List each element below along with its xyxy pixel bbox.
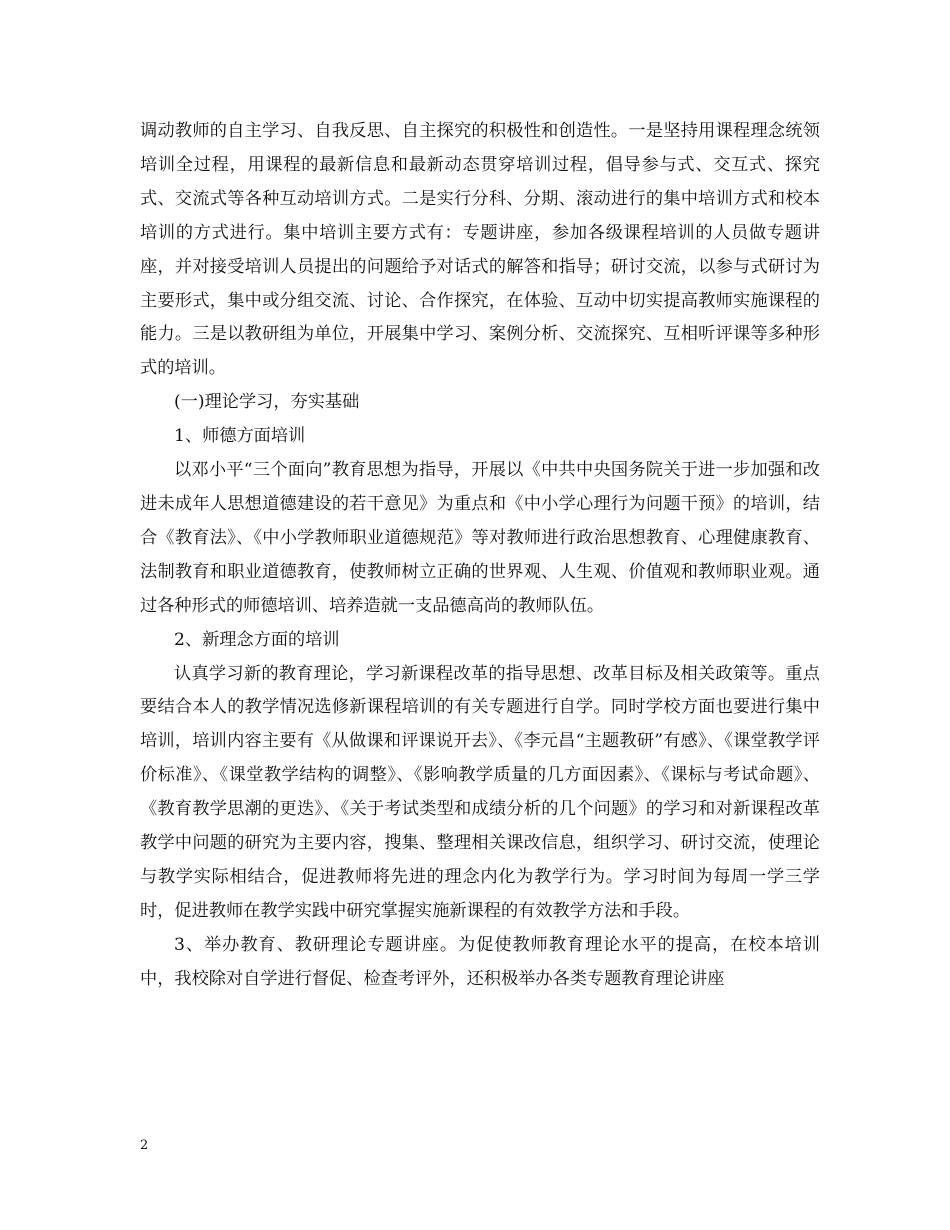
page-number: 2: [140, 1138, 149, 1153]
document-body: [140, 115, 820, 997]
body-paragraph: 认真学习新的教育理论，学习新课程改革的指导思想、改革目标及相关政策等。重点要结合本人的教学情况选修新课程培训的有关专题进行自学。同时学校方面也要进行集中培训，培训内容主要有《从做课和评课说开去》、《李元昌“主题教研”有感》、《课堂教学评价标准》、《课堂教学结构的调整》、《影响教学质量的几方面因素》、《课标与考试命题》、《教育教学思潮的更迭》、《关于考试类型和成绩分析的几个问题》的学习和对新课程改革教学中问题的研究为主要内容，搜集、整理相关课改信息，组织学习、研讨交流，使理论与教学实际相结合，促进教师将先进的理念内化为教学行为。学习时间为每周一学三学时，促进教师在教学实践中研究掌握实施新课程的有效教学方法和手段。: [140, 663, 820, 921]
body-paragraph: 以邓小平“三个面向”教育思想为指导，开展以《中共中央国务院关于进一步加强和改进未成年人思想道德建设的若干意见》为重点和《中小学心理行为问题干预》的培训，结合《教育法》、《中小学教师职业道德规范》等对教师进行政治思想教育、心理健康教育、法制教育和职业道德教育，使教师树立正确的世界观、人生观、价值观和教师职业观。通过各种形式的师德培训、培养造就一支品德高尚的教师队伍。: [140, 460, 820, 616]
section-heading: (一)理论学习，夯实基础: [174, 392, 360, 413]
subsection-heading: 2、新理念方面的培训: [174, 629, 340, 650]
body-paragraph: 3、举办教育、教研理论专题讲座。为促使教师教育理论水平的提高，在校本培训中，我校除对自学进行督促、检查考评外，还积极举办各类专题教育理论讲座: [140, 934, 820, 989]
body-paragraph: 调动教师的自主学习、自我反思、自主探究的积极性和创造性。一是坚持用课程理念统领培训全过程，用课程的最新信息和最新动态贯穿培训过程，倡导参与式、交互式、探究式、交流式等各种互动培训方式。二是实行分科、分期、滚动进行的集中培训方式和校本培训的方式进行。集中培训主要方式有：专题讲座，参加各级课程培训的人员做专题讲座，并对接受培训人员提出的问题给予对话式的解答和指导；研讨交流，以参与式研讨为主要形式，集中或分组交流、讨论、合作探究，在体验、互动中切实提高教师实施课程的能力。三是以教研组为单位，开展集中学习、案例分析、交流探究、互相听评课等多种形式的培训。: [140, 121, 820, 379]
subsection-heading: 1、师德方面培训: [174, 426, 306, 447]
